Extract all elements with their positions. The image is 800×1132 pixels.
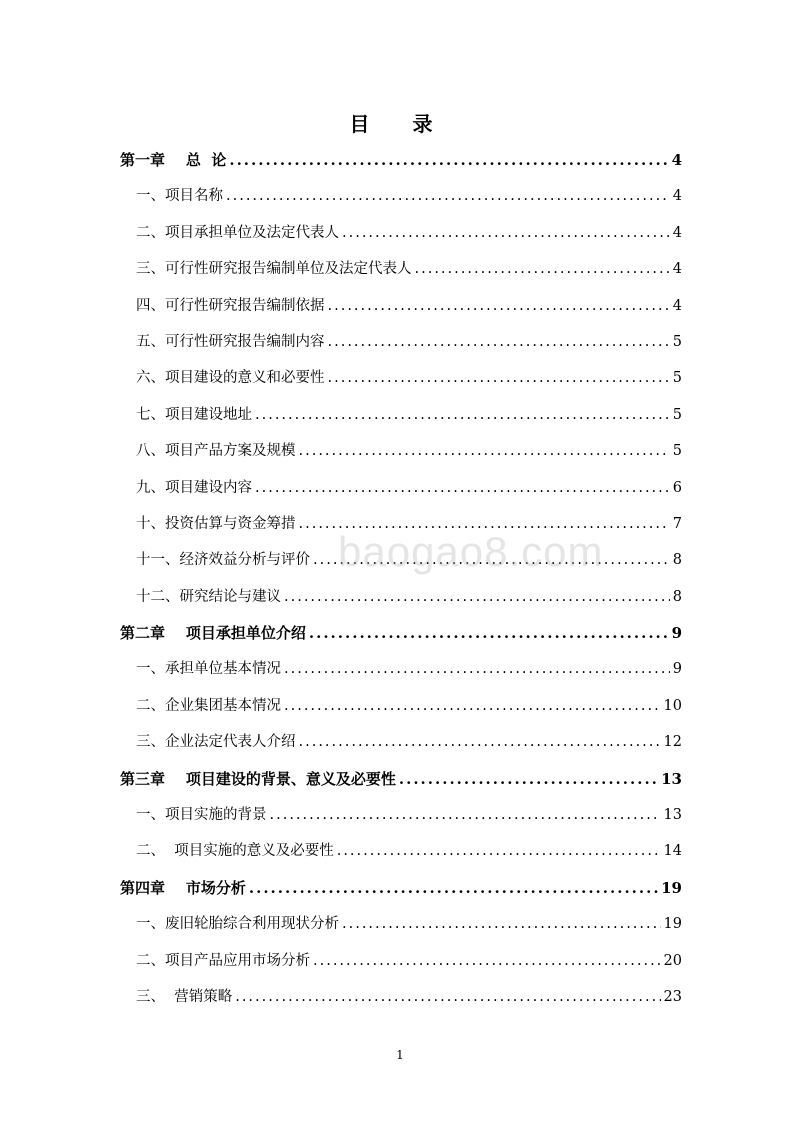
- footer-page-number: 1: [396, 1048, 404, 1062]
- leader-dots: [337, 837, 661, 865]
- toc-section[interactable]: [120, 728, 682, 764]
- toc-entry-label: 十二、研究结论与建议: [136, 588, 281, 605]
- leader-dots: [309, 619, 669, 647]
- toc-entry-page: 6: [672, 479, 682, 496]
- toc-section[interactable]: [120, 292, 682, 328]
- toc-entry-label: 一、承担单位基本情况: [136, 661, 281, 678]
- toc-entry-page: 4: [672, 261, 682, 278]
- toc-entry-label: 二、项目承担单位及法定代表人: [136, 224, 339, 241]
- toc-entry-page: 8: [672, 588, 682, 605]
- toc-entry-page: 19: [661, 878, 682, 897]
- toc-entry-label: 五、可行性研究报告编制内容: [136, 333, 325, 350]
- toc-section[interactable]: [120, 583, 682, 619]
- toc-section[interactable]: [120, 983, 682, 1019]
- toc-entry-page: 9: [672, 661, 682, 678]
- leader-dots: [299, 728, 661, 756]
- toc-entry-page: 5: [672, 443, 682, 460]
- leader-dots: [249, 874, 658, 902]
- toc-section[interactable]: [120, 801, 682, 837]
- toc-entry-page: 13: [663, 807, 682, 824]
- toc-entry-page: 4: [672, 224, 682, 241]
- toc-section[interactable]: [120, 255, 682, 291]
- toc-entry-label: 九、项目建设内容: [136, 479, 252, 496]
- table-of-contents: [120, 146, 682, 1019]
- toc-section[interactable]: [120, 219, 682, 255]
- toc-entry-label: 一、废旧轮胎综合利用现状分析: [136, 916, 339, 933]
- toc-entry-page: 20: [663, 952, 682, 969]
- toc-entry-page: 23: [663, 988, 682, 1005]
- toc-entry-label: 八、项目产品方案及规模: [136, 443, 296, 460]
- toc-section[interactable]: [120, 474, 682, 510]
- leader-dots: [255, 474, 670, 502]
- toc-chapter-1[interactable]: [120, 146, 682, 182]
- toc-entry-label: 第三章 项目建设的背景、意义及必要性: [120, 769, 396, 788]
- toc-chapter-3[interactable]: [120, 765, 682, 801]
- toc-entry-label: 六、项目建设的意义和必要性: [136, 370, 325, 387]
- toc-section[interactable]: [120, 947, 682, 983]
- toc-entry-page: 5: [672, 406, 682, 423]
- toc-entry-label: 十一、经济效益分析与评价: [136, 552, 310, 569]
- toc-entry-page: 19: [663, 916, 682, 933]
- leader-dots: [284, 692, 661, 720]
- leader-dots: [342, 910, 661, 938]
- toc-section[interactable]: [120, 182, 682, 218]
- toc-chapter-2[interactable]: [120, 619, 682, 655]
- toc-entry-page: 8: [672, 552, 682, 569]
- leader-dots: [284, 655, 670, 683]
- leader-dots: [313, 947, 661, 975]
- leader-dots: [328, 364, 670, 392]
- toc-entry-page: 4: [672, 188, 682, 205]
- toc-entry-page: 4: [671, 151, 682, 169]
- toc-section[interactable]: [120, 837, 682, 873]
- toc-entry-label: 第二章 项目承担单位介绍: [120, 624, 306, 643]
- toc-entry-label: 二、企业集团基本情况: [136, 697, 281, 714]
- toc-entry-page: 10: [663, 697, 682, 714]
- toc-entry-page: 7: [672, 515, 682, 532]
- watermark: baogao8.com: [338, 528, 604, 575]
- toc-section[interactable]: [120, 692, 682, 728]
- toc-entry-label: 二、项目产品应用市场分析: [136, 952, 310, 969]
- toc-entry-label: 三、 营销策略: [136, 988, 233, 1005]
- toc-entry-page: 5: [672, 333, 682, 350]
- leader-dots: [342, 219, 670, 247]
- toc-entry-label: 三、企业法定代表人介绍: [136, 734, 296, 751]
- toc-entry-label: 第四章 市场分析: [120, 878, 246, 897]
- toc-entry-label: 一、项目名称: [136, 188, 223, 205]
- toc-entry-label: 十、投资估算与资金筹措: [136, 515, 296, 532]
- toc-entry-label: 第一章 总 论: [120, 151, 227, 169]
- toc-entry-page: 5: [672, 370, 682, 387]
- leader-dots: [229, 146, 668, 174]
- toc-section[interactable]: [120, 328, 682, 364]
- toc-section[interactable]: [120, 910, 682, 946]
- toc-entry-page: 14: [663, 843, 682, 860]
- leader-dots: [284, 583, 670, 611]
- leader-dots: [399, 765, 658, 793]
- leader-dots: [328, 292, 670, 320]
- leader-dots: [255, 401, 670, 429]
- toc-entry-label: 一、项目实施的背景: [136, 807, 267, 824]
- toc-entry-label: 四、可行性研究报告编制依据: [136, 297, 325, 314]
- toc-entry-page: 4: [672, 297, 682, 314]
- toc-entry-label: 三、可行性研究报告编制单位及法定代表人: [136, 261, 412, 278]
- leader-dots: [226, 182, 670, 210]
- leader-dots: [235, 983, 660, 1011]
- toc-entry-label: 七、项目建设地址: [136, 406, 252, 423]
- leader-dots: [270, 801, 661, 829]
- toc-section[interactable]: [120, 401, 682, 437]
- toc-chapter-4[interactable]: [120, 874, 682, 910]
- toc-section[interactable]: [120, 364, 682, 400]
- leader-dots: [299, 437, 670, 465]
- toc-section[interactable]: [120, 437, 682, 473]
- toc-entry-label: 二、 项目实施的意义及必要性: [136, 843, 334, 860]
- toc-section[interactable]: [120, 655, 682, 691]
- leader-dots: [415, 255, 670, 283]
- toc-entry-page: 13: [661, 769, 682, 788]
- leader-dots: [328, 328, 670, 356]
- toc-entry-page: 12: [663, 734, 682, 751]
- page-title: 目 录: [349, 112, 451, 136]
- toc-entry-page: 9: [671, 624, 682, 643]
